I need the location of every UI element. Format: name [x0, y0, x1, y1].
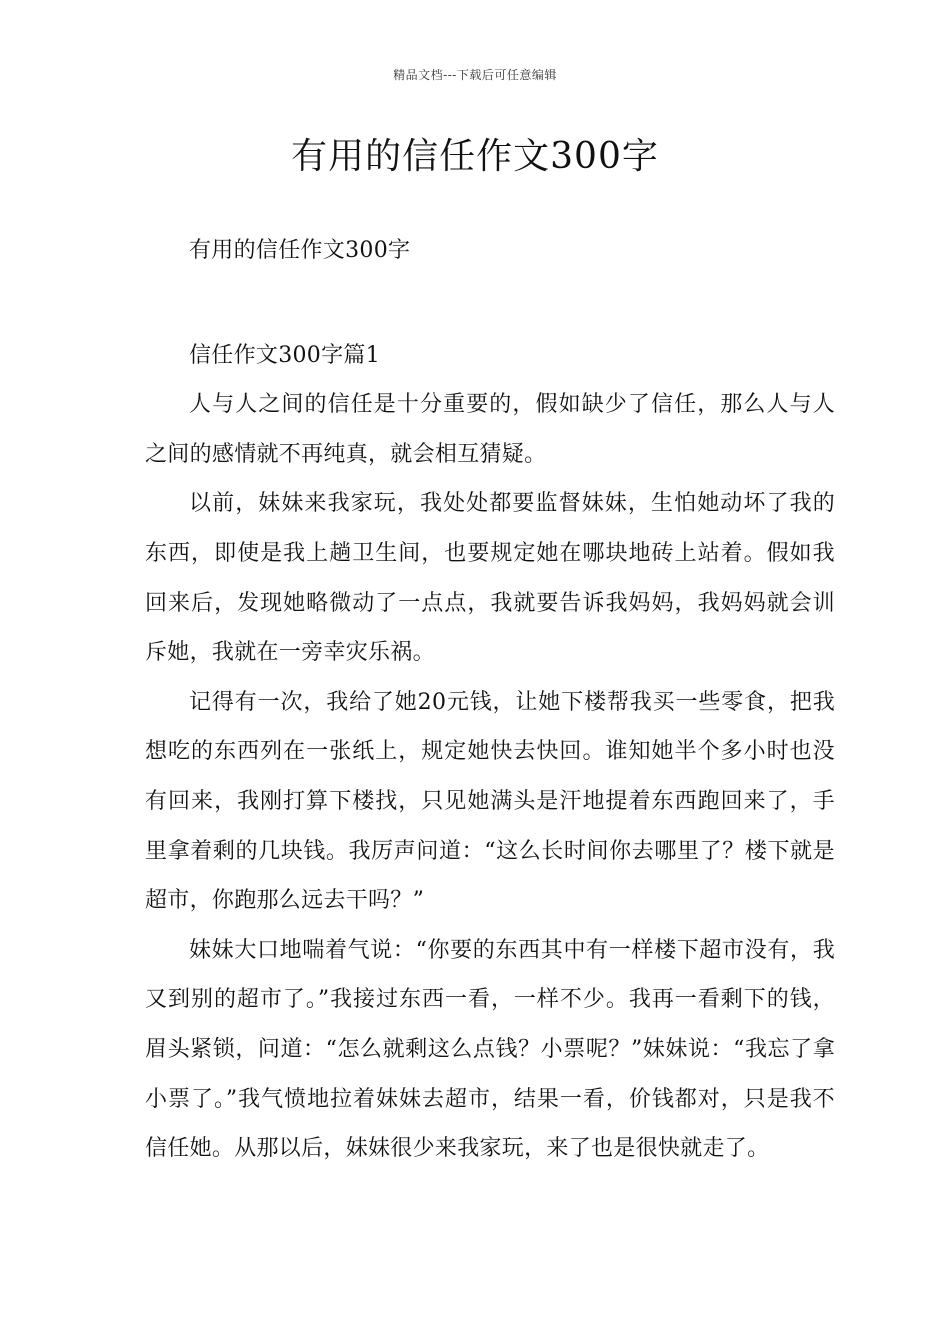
- document-subtitle: 有用的信任作文300字: [189, 238, 411, 263]
- section-heading: 信任作文300字篇1: [189, 342, 380, 368]
- paragraph: 以前，妹妹来我家玩，我处处都要监督妹妹，生怕她动坏了我的东西，即使是我上趟卫生间，也要规定她在哪块地砖上站着。假如我回来后，发现她略微动了一点点，我就要告诉我妈妈，我妈妈就会训斥她，我就在一旁幸灾乐祸。: [145, 491, 835, 666]
- page-title: 有用的信任作文300字: [291, 136, 659, 177]
- paragraph: 记得有一次，我给了她20元钱，让她下楼帮我买一些零食，把我想吃的东西列在一张纸上，规定她快去快回。谁知她半个多小时也没有回来，我刚打算下楼找，只见她满头是汗地提着东西跑回来了，手里拿着剩的几块钱。我厉声问道：“这么长时间你去哪里了？楼下就是超市，你跑那么远去干吗？”: [145, 689, 835, 914]
- document-body: [145, 226, 835, 1174]
- paragraph: 人与人之间的信任是十分重要的，假如缺少了信任，那么人与人之间的感情就不再纯真，就会相互猜疑。: [145, 392, 835, 467]
- paragraph: 妹妹大口地喘着气说：“你要的东西其中有一样楼下超市没有，我又到别的超市了。”我接过东西一看，一样不少。我再一看剩下的钱，眉头紧锁，问道：“怎么就剩这么点钱？小票呢？”妹妹说：“我忘了拿小票了。”我气愤地拉着妹妹去超市，结果一看，价钱都对，只是我不信任她。从那以后，妹妹很少来我家玩，来了也是很快就走了。: [145, 937, 835, 1162]
- header-note: 精品文档---下载后可任意编辑: [393, 68, 557, 82]
